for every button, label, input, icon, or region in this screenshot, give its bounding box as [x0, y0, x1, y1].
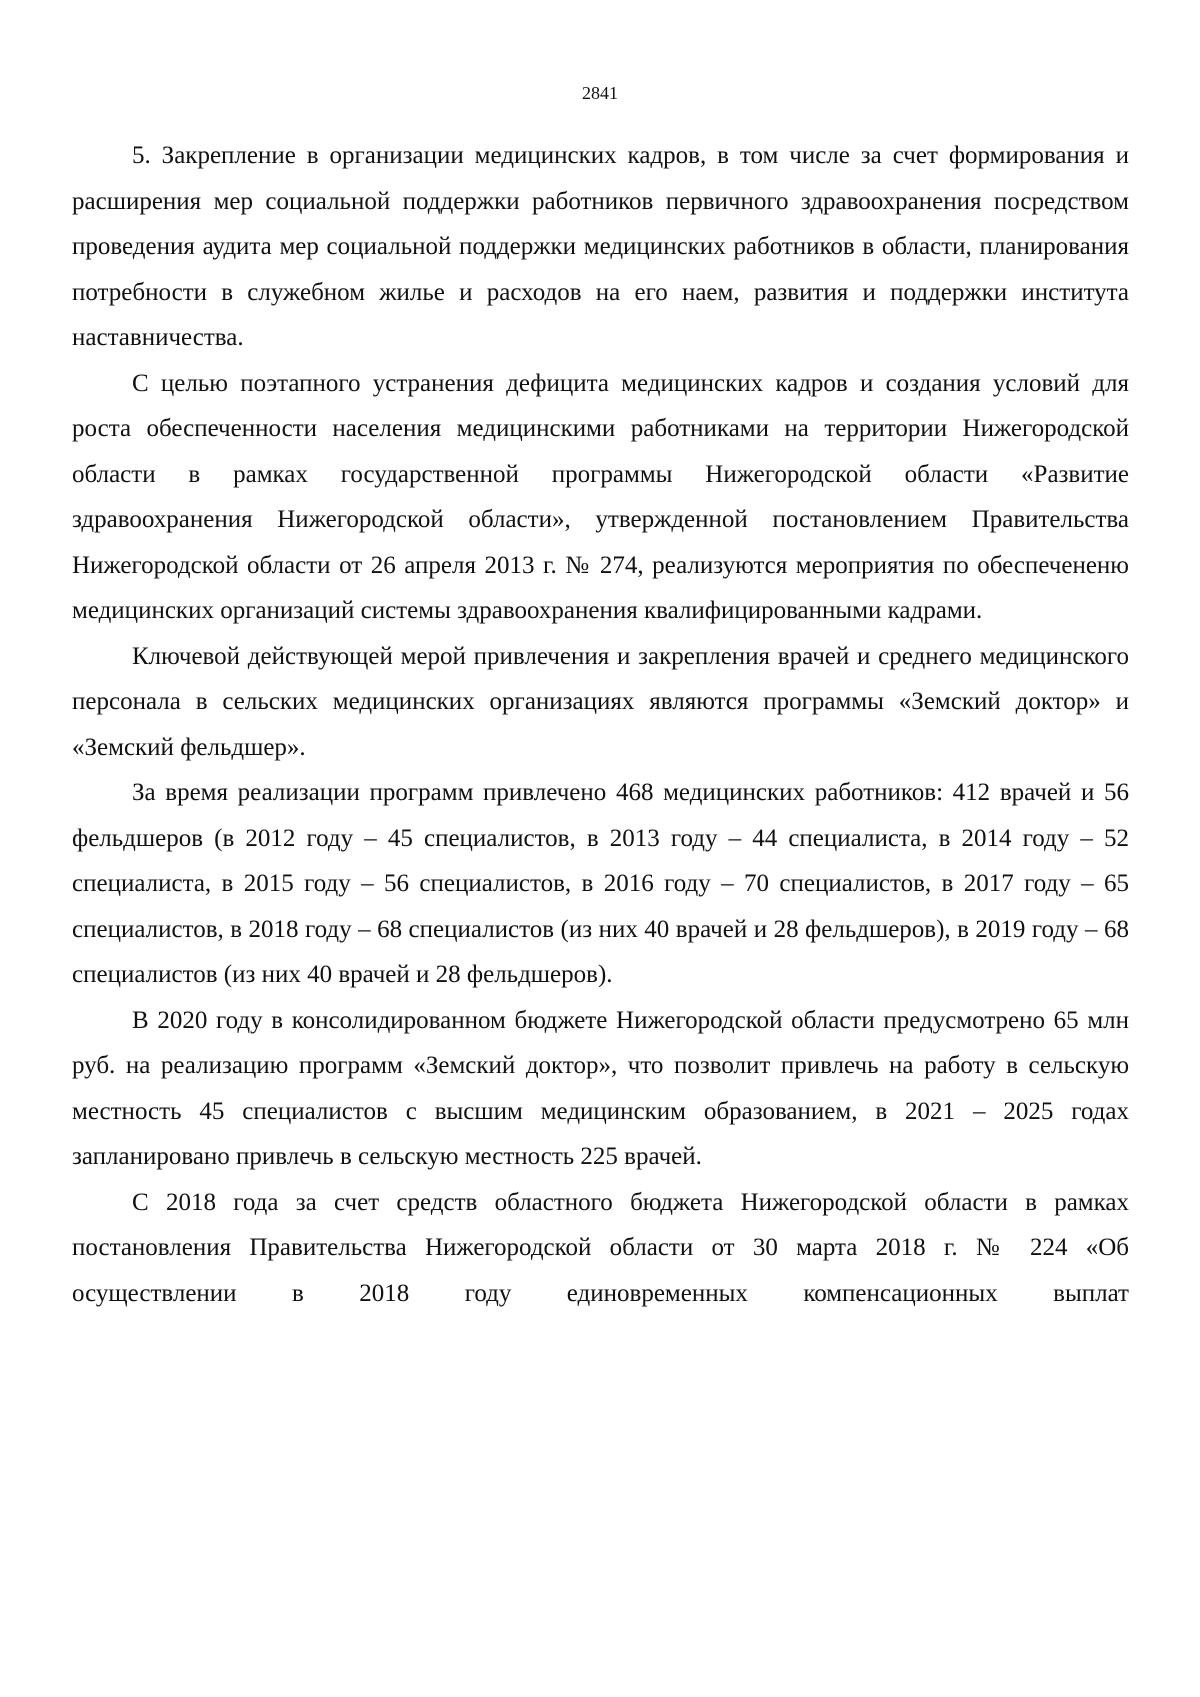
- paragraph-deficit-elimination: С целью поэтапного устранения дефицита медицинских кадров и создания условий для роста обеспеченности населения медицинскими работниками на территории Нижегородской области в рамках государственной программы Нижегородской области «Развитие здравоохранения Нижегородской области», утвержденной постановлением Правительства Нижегородской области от 26 апреля 2013 г. № 274, реализуются мероприятия по обеспечененю медицинских организаций системы здравоохранения квалифицированными кадрами.: [72, 369, 1129, 624]
- paragraph-2020-budget: В 2020 году в консолидированном бюджете Нижегородской области предусмотрено 65 млн руб. на реализацию программ «Земский доктор», что позволит привлечь на работу в сельскую местность 45 специалистов с высшим медицинским образованием, в 2021 – 2025 годах запланировано привлечь в сельскую местность 225 врачей.: [72, 1006, 1129, 1170]
- paragraph-2018-regional-budget: С 2018 года за счет средств областного бюджета Нижегородской области в рамках постановления Правительства Нижегородской области от 30 марта 2018 г. № 224 «Об осуществлении в 2018 году единовременных компенсационных выплат: [72, 1188, 1129, 1307]
- paragraph-program-results: За время реализации программ привлечено 468 медицинских работников: 412 врачей и 56 фельдшеров (в 2012 году – 45 специалистов, в 2013 году – 44 специалиста, в 2014 году – 52 специалиста, в 2015 году – 56 специалистов, в 2016 году – 70 специалистов, в 2017 году – 65 специалистов, в 2018 году – 68 специалистов (из них 40 врачей и 28 фельдшеров), в 2019 году – 68 специалистов (из них 40 врачей и 28 фельдшеров).: [72, 779, 1129, 988]
- paragraph-staff-retention: 5. Закрепление в организации медицинских кадров, в том числе за счет формирования и расширения мер социальной поддержки работников первичного здравоохранения посредством проведения аудита мер социальной поддержки медицинских работников в области, планирования потребности в служебном жилье и расходов на его наем, развития и поддержки института наставничества.: [72, 142, 1129, 351]
- page-number: 2841: [582, 83, 618, 103]
- document-body: [72, 133, 1129, 1316]
- paragraph-key-measure: Ключевой действующей мерой привлечения и закрепления врачей и среднего медицинского персонала в сельских медицинских организациях являются программы «Земский доктор» и «Земский фельдшер».: [72, 642, 1129, 761]
